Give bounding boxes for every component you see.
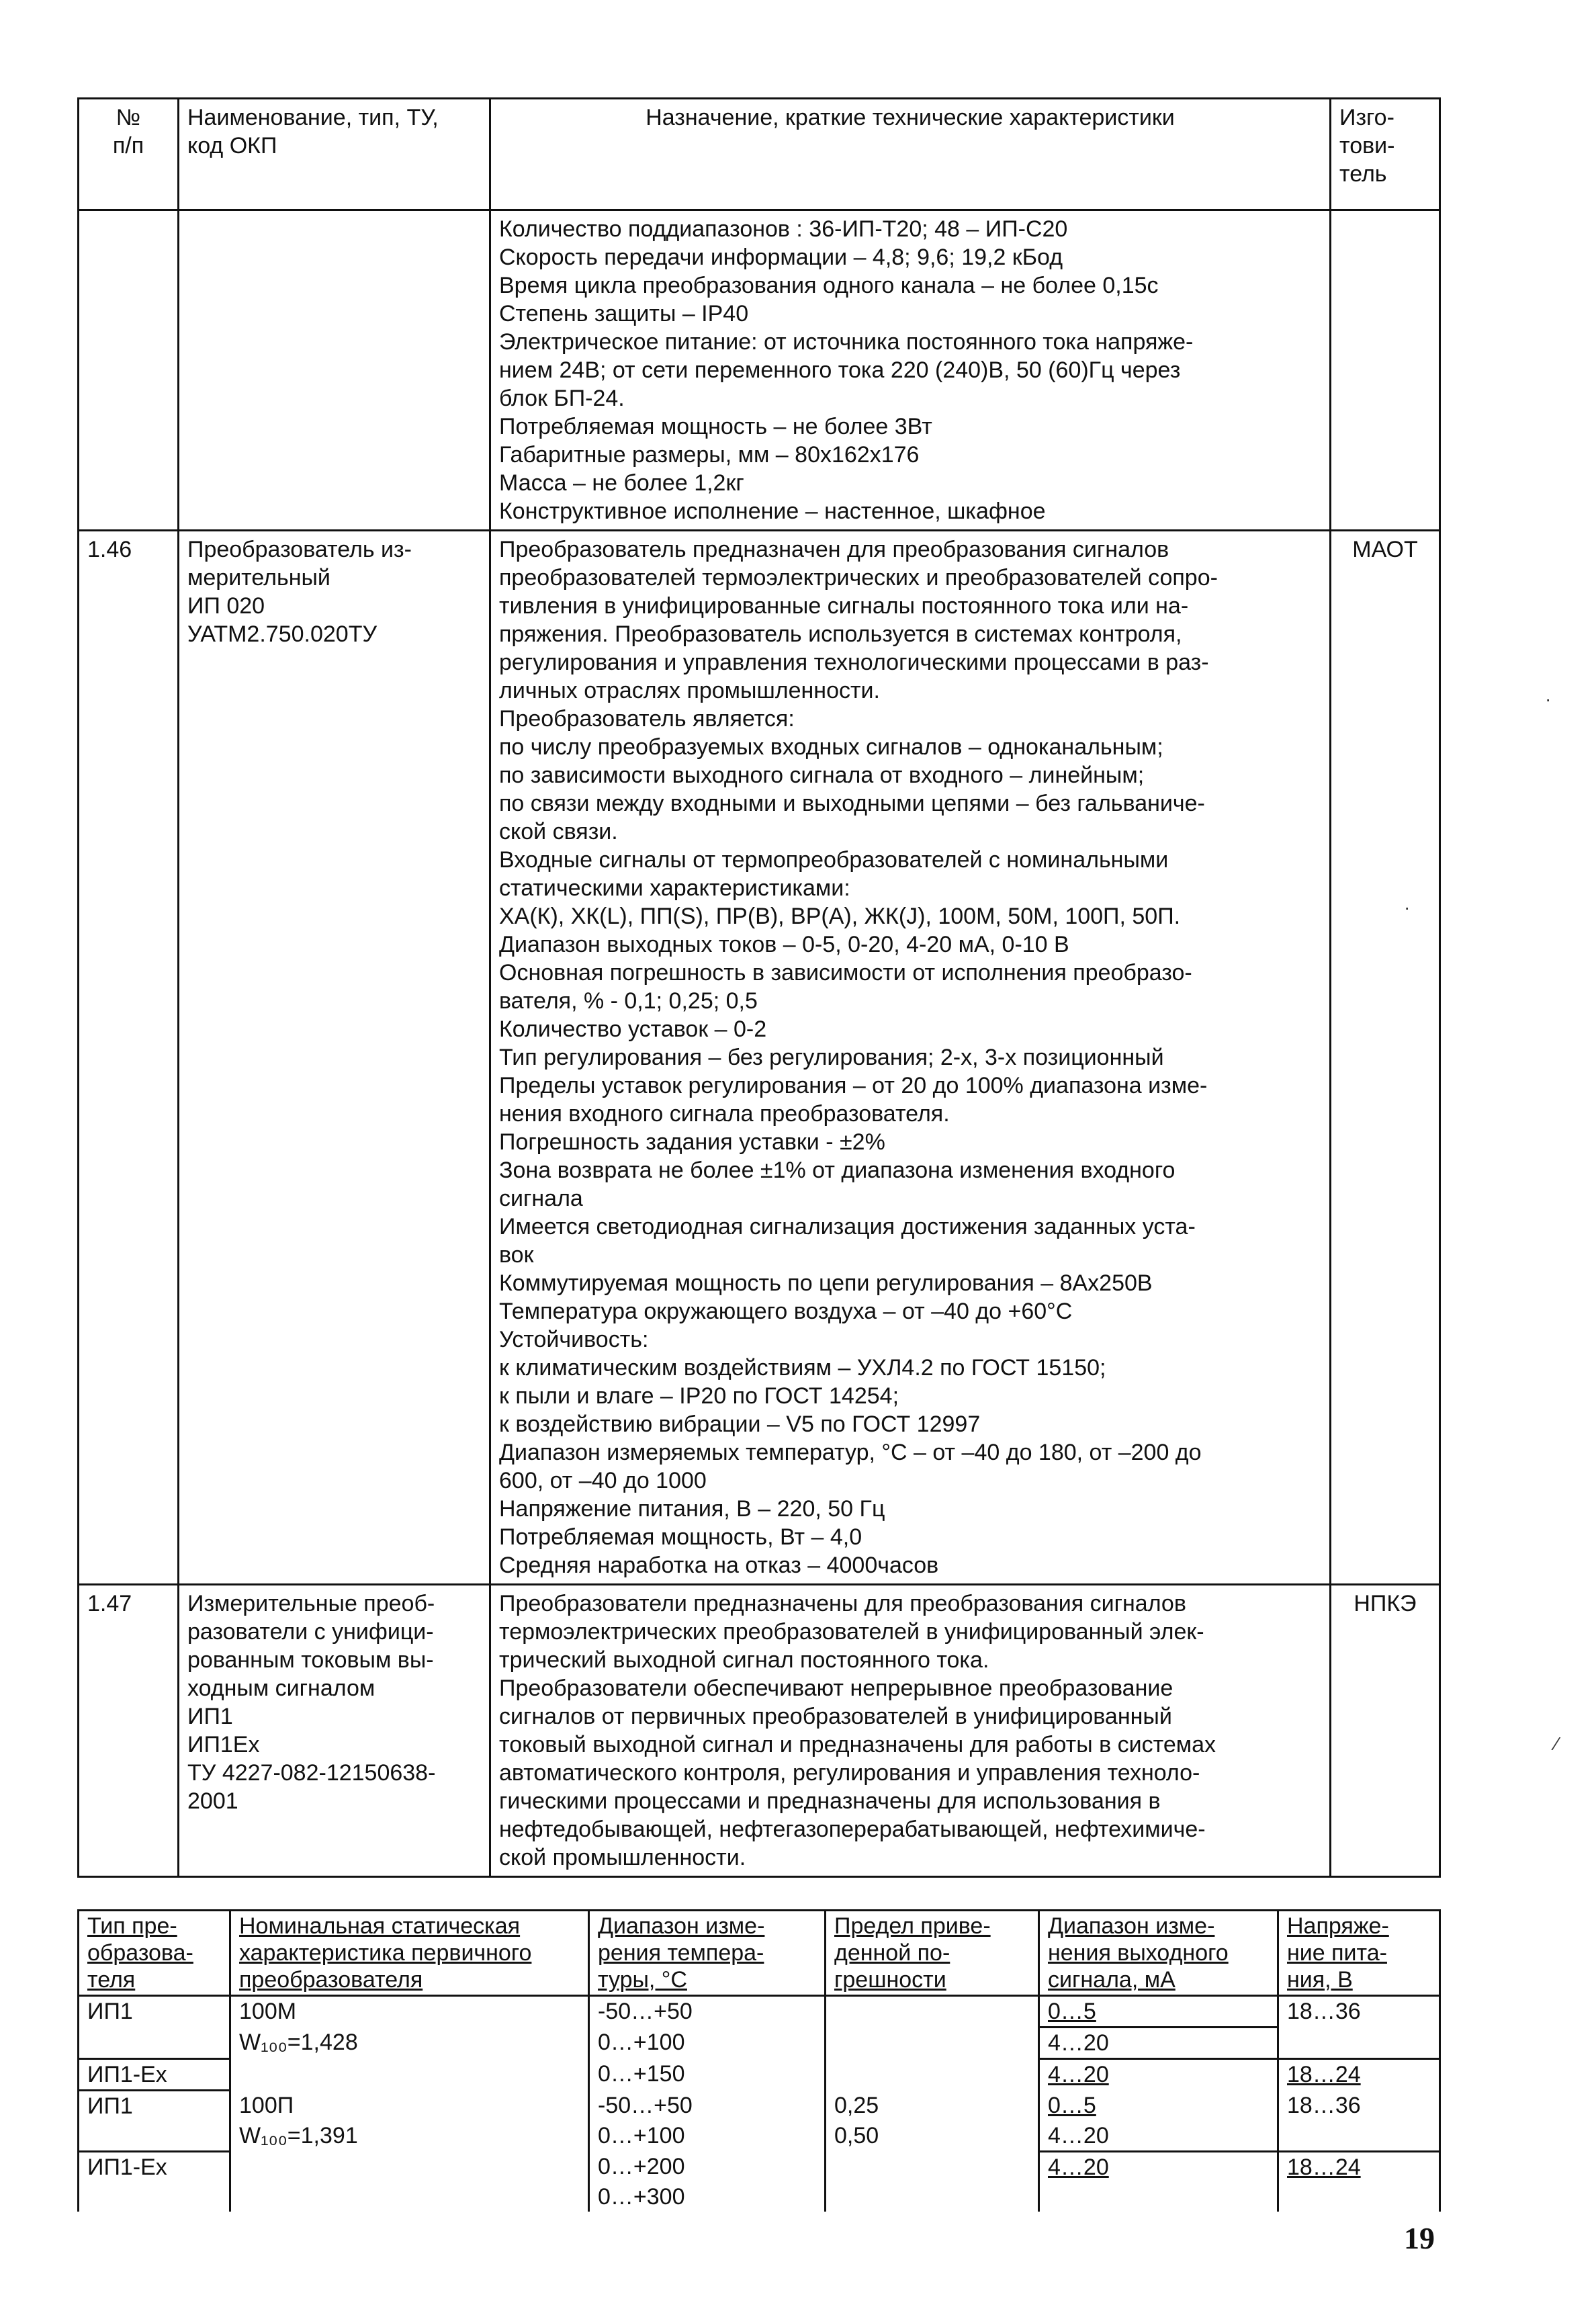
text-line: к воздействию вибрации – V5 по ГОСТ 12997	[499, 1411, 981, 1437]
text-line: Напряжение питания, В – 220, 50 Гц	[499, 1496, 885, 1522]
text-line: Преобразователь из-	[187, 537, 412, 562]
cell-voltage: 18…36	[1278, 2091, 1440, 2122]
cell-range: -50…+50	[589, 2091, 826, 2122]
text-line: Пределы уставок регулирования – от 20 до 100% диапазона изме-	[499, 1073, 1208, 1098]
cell-nsc: W₁₀₀=1,428	[230, 2028, 589, 2059]
text-line: Имеется светодиодная сигнализация достижения заданных уста-	[499, 1214, 1196, 1239]
text-line: ИП1	[187, 1704, 233, 1729]
cell-type: ИП1-Ех	[79, 2152, 230, 2183]
text-line: ИП1Ех	[187, 1732, 260, 1757]
text-line: Средняя наработка на отказ – 4000часов	[499, 1553, 939, 1578]
text-line: рованным токовым вы-	[187, 1647, 434, 1673]
text-line: Температура окружающего воздуха – от –40 до +60°С	[499, 1299, 1073, 1324]
text-line: личных отраслях промышленности.	[499, 678, 880, 703]
text-line: ХА(К), ХК(L), ПП(S), ПР(В), ВР(А), ЖК(J), 100М, 50М, 100П, 50П.	[499, 904, 1181, 929]
cell-error	[826, 2059, 1039, 2091]
text-line: ния, В	[1287, 1967, 1353, 1993]
text-line: 2001	[187, 1788, 238, 1814]
cell-range: 0…+100	[589, 2028, 826, 2059]
continuation-text	[499, 215, 1321, 525]
text-line: образова-	[87, 1940, 193, 1966]
header-number: № п/п	[79, 99, 179, 210]
cell-output: 0…5	[1039, 2091, 1278, 2122]
text-line: Тип пре-	[87, 1913, 177, 1939]
sub-header-error	[826, 1911, 1039, 1996]
text-line: к климатическим воздействиям – УХЛ4.2 по ГОСТ 15150;	[499, 1355, 1106, 1381]
sub-header-range	[589, 1911, 826, 1996]
cell-range: 0…+200	[589, 2152, 826, 2183]
text-line: УАТМ2.750.020ТУ	[187, 621, 378, 647]
cell-type: ИП1-Ех	[79, 2059, 230, 2091]
cell-nsc	[230, 2059, 589, 2091]
cell-error	[826, 2152, 1039, 2183]
text-line: токовый выходной сигнал и предназначены для работы в системах	[499, 1732, 1216, 1757]
header-maker: Изго- тови- тель	[1331, 99, 1440, 210]
text-line: по числу преобразуемых входных сигналов – одноканальным;	[499, 734, 1163, 760]
text-line: по связи между входными и выходными цепями – без гальваниче-	[499, 791, 1205, 816]
sub-header-row	[79, 1911, 1440, 1996]
text-line: характеристика первичного	[239, 1940, 532, 1966]
text-line: сигнала	[499, 1186, 583, 1211]
row-name	[179, 1585, 490, 1877]
cell-output: 4…20	[1039, 2121, 1278, 2152]
text-line: Коммутируемая мощность по цепи регулирования – 8Ах250В	[499, 1270, 1153, 1296]
text-line: Количество уставок – 0-2	[499, 1016, 767, 1042]
text-line: по зависимости выходного сигнала от входного – линейным;	[499, 763, 1145, 788]
text-line: статическими характеристиками:	[499, 875, 850, 901]
cell-range: 0…+150	[589, 2059, 826, 2091]
sub-header-nsc	[230, 1911, 589, 1996]
cell-name	[179, 210, 490, 531]
text-line: Время цикла преобразования одного канала – не более 0,15с	[499, 273, 1159, 298]
equipment-table	[77, 97, 1441, 1878]
row-name	[179, 531, 490, 1585]
table-header-row	[79, 99, 1440, 210]
text-line: Скорость передачи информации – 4,8; 9,6; 19,2 кБод	[499, 245, 1063, 270]
text-line: Степень защиты – IP40	[499, 301, 749, 327]
text-line: грешности	[834, 1967, 946, 1993]
cell-voltage	[1278, 2028, 1440, 2059]
text-line: Устойчивость:	[499, 1327, 649, 1352]
text-line: ской связи.	[499, 819, 618, 844]
row-number: 1.47	[79, 1585, 179, 1877]
text-line: теля	[87, 1967, 136, 1993]
text-line: Погрешность задания уставки - ±2%	[499, 1129, 885, 1155]
text-line: 600, от –40 до 1000	[499, 1468, 707, 1493]
text-line: Измерительные преоб-	[187, 1591, 435, 1616]
cell-voltage: 18…24	[1278, 2059, 1440, 2091]
text-line: Габаритные размеры, мм – 80x162x176	[499, 442, 920, 468]
cell-error	[826, 2028, 1039, 2059]
cell-nsc: 100П	[230, 2091, 589, 2122]
text-line: Преобразователи предназначены для преобразования сигналов	[499, 1591, 1186, 1616]
text-line: сигналов от первичных преобразователей в унифицированный	[499, 1704, 1172, 1729]
scan-speck: ·	[1404, 897, 1411, 918]
text-line: Электрическое питание: от источника постоянного тока напряже-	[499, 329, 1194, 355]
text-line: Зона возврата не более ±1% от диапазона изменения входного	[499, 1158, 1176, 1183]
cell-type: ИП1	[79, 2091, 230, 2122]
text-line: Преобразователь предназначен для преобразования сигналов	[499, 537, 1169, 562]
cell-nsc: W₁₀₀=1,391	[230, 2121, 589, 2152]
text-line: Потребляемая мощность – не более 3Вт	[499, 414, 932, 439]
table-row	[79, 2059, 1440, 2091]
cell-output: 0…5	[1039, 1996, 1278, 2028]
table-row	[79, 2028, 1440, 2059]
text-line: ТУ 4227-082-12150638-	[187, 1760, 436, 1786]
cell-type	[79, 2121, 230, 2152]
text-line: вателя, % - 0,1; 0,25; 0,5	[499, 988, 758, 1014]
text-line: ходным сигналом	[187, 1675, 375, 1701]
row-maker: НПКЭ	[1331, 1585, 1440, 1877]
cell-output: 4…20	[1039, 2059, 1278, 2091]
text-line: автоматического контроля, регулирования и управления техноло-	[499, 1760, 1200, 1786]
text-line: Входные сигналы от термопреобразователей с номинальными	[499, 847, 1169, 873]
cell-output	[1039, 2182, 1278, 2212]
cell-range: 0…+100	[589, 2121, 826, 2152]
sub-header-output	[1039, 1911, 1278, 1996]
text-line: мерительный	[187, 565, 330, 591]
text-line: Преобразователь является:	[499, 706, 795, 732]
cell-range: 0…+300	[589, 2182, 826, 2212]
text-line: Номинальная статическая	[239, 1913, 521, 1939]
row-maker: МАОТ	[1331, 531, 1440, 1585]
text-line: нефтедобывающей, нефтегазоперерабатывающей, нефтехимиче-	[499, 1817, 1206, 1842]
row-purpose	[490, 531, 1331, 1585]
text-line: вок	[499, 1242, 534, 1268]
row-purpose	[490, 1585, 1331, 1877]
text-line: к пыли и влаге – IP20 по ГОСТ 14254;	[499, 1383, 899, 1409]
cell-error	[826, 1996, 1039, 2028]
cell-nsc: 100М	[230, 1996, 589, 2028]
text-line: нения выходного	[1048, 1940, 1229, 1966]
table-row	[79, 2121, 1440, 2152]
text-line: нения входного сигнала преобразователя.	[499, 1101, 950, 1127]
text-line: ние пита-	[1287, 1940, 1387, 1966]
text-line: Преобразователи обеспечивают непрерывное преобразование	[499, 1675, 1173, 1701]
cell-number	[79, 210, 179, 531]
text-line: Диапазон изме-	[598, 1913, 765, 1939]
text-line: Диапазон выходных токов – 0-5, 0-20, 4-20 мА, 0-10 В	[499, 932, 1069, 957]
text-line: разователи с унифици-	[187, 1619, 434, 1645]
row-number: 1.46	[79, 531, 179, 1585]
text-line: Количество поддиапазонов : 36-ИП-Т20; 48 – ИП-С20	[499, 216, 1068, 242]
cell-range: -50…+50	[589, 1996, 826, 2028]
table-row-1-47	[79, 1585, 1440, 1877]
sub-header-type	[79, 1911, 230, 1996]
cell-error	[826, 2182, 1039, 2212]
cell-voltage	[1278, 2121, 1440, 2152]
cell-nsc	[230, 2152, 589, 2183]
cell-voltage	[1278, 2182, 1440, 2212]
cell-error: 0,25	[826, 2091, 1039, 2122]
cell-type	[79, 2028, 230, 2059]
text-line: преобразователя	[239, 1967, 423, 1993]
table-row	[79, 2152, 1440, 2183]
text-line: пряжения. Преобразователь используется в системах контроля,	[499, 621, 1182, 647]
table-row	[79, 2091, 1440, 2122]
text-line: Диапазон изме-	[1048, 1913, 1215, 1939]
text-line: денной по-	[834, 1940, 950, 1966]
text-line: гическими процессами и предназначены для использования в	[499, 1788, 1161, 1814]
sub-header-voltage	[1278, 1911, 1440, 1996]
text-line: нием 24В; от сети переменного тока 220 (240)В, 50 (60)Гц через	[499, 357, 1181, 383]
header-name: Наименование, тип, ТУ, код ОКП	[179, 99, 490, 210]
text-line: Предел приве-	[834, 1913, 991, 1939]
text-line: Напряже-	[1287, 1913, 1389, 1939]
text-line: Масса – не более 1,2кг	[499, 470, 744, 496]
cell-output: 4…20	[1039, 2028, 1278, 2059]
table-row-continuation	[79, 210, 1440, 531]
header-purpose: Назначение, краткие технические характеристики	[490, 99, 1331, 210]
text-line: Тип регулирования – без регулирования; 2-х, 3-х позиционный	[499, 1045, 1164, 1070]
cell-error: 0,50	[826, 2121, 1039, 2152]
cell-voltage: 18…24	[1278, 2152, 1440, 2183]
cell-purpose	[490, 210, 1331, 531]
table-row-1-46	[79, 531, 1440, 1585]
text-line: трический выходной сигнал постоянного тока.	[499, 1647, 989, 1673]
text-line: сигнала, мА	[1048, 1967, 1176, 1993]
cell-output: 4…20	[1039, 2152, 1278, 2183]
text-line: Потребляемая мощность, Вт – 4,0	[499, 1524, 862, 1550]
text-line: тивления в унифицированные сигналы постоянного тока или на-	[499, 593, 1189, 619]
scan-speck: ⁄	[1555, 1733, 1558, 1754]
cell-type: ИП1	[79, 1996, 230, 2028]
text-line: термоэлектрических преобразователей в унифицированный элек-	[499, 1619, 1204, 1645]
cell-maker	[1331, 210, 1440, 531]
text-line: туры, °С	[598, 1967, 687, 1993]
cell-type	[79, 2182, 230, 2212]
text-line: Конструктивное исполнение – настенное, шкафное	[499, 498, 1046, 524]
page-number: 19	[1404, 2221, 1435, 2255]
text-line: рения темпера-	[598, 1940, 764, 1966]
scan-speck: ·	[1545, 689, 1552, 709]
text-line: Основная погрешность в зависимости от исполнения преобразо-	[499, 960, 1192, 986]
table-row	[79, 2182, 1440, 2212]
table-row	[79, 1996, 1440, 2028]
text-line: регулирования и управления технологическими процессами в раз-	[499, 650, 1209, 675]
text-line: блок БП-24.	[499, 386, 625, 411]
text-line: Диапазон измеряемых температур, °С – от –40 до 180, от –200 до	[499, 1440, 1202, 1465]
cell-nsc	[230, 2182, 589, 2212]
converter-spec-table	[77, 1909, 1441, 2212]
cell-voltage: 18…36	[1278, 1996, 1440, 2028]
text-line: ской промышленности.	[499, 1845, 746, 1870]
text-line: ИП 020	[187, 593, 265, 619]
text-line: преобразователей термоэлектрических и преобразователей сопро-	[499, 565, 1218, 591]
